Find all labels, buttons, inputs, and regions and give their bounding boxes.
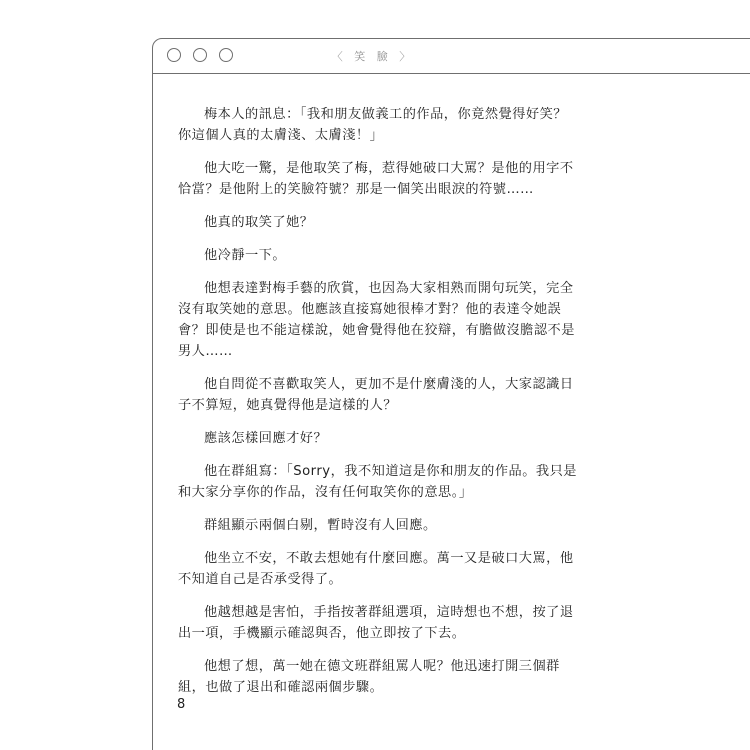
paragraph: 他想了想，萬一她在德文班群組罵人呢？他迅速打開三個群組，也做了退出和確認兩個步驟。	[178, 659, 560, 695]
page-number: 8	[177, 697, 186, 712]
paragraph: 他在群組寫：「Sorry，我不知道這是你和朋友的作品。我只是和大家分享你的作品，沒有任何取笑你的意思。」	[178, 464, 577, 500]
window-control-circle-icon	[167, 48, 181, 62]
paragraph: 他想表達對梅手藝的欣賞，也因為大家相熟而開句玩笑，完全沒有取笑她的意思。他應該直接寫她很棒才對？他的表達令她誤會？即使是也不能這樣說，她會覺得他在狡辯，有膽做沒膽認不是男人……	[178, 281, 575, 359]
paragraph: 群組顯示兩個白剔，暫時沒有人回應。	[204, 518, 437, 533]
paragraph: 他自問從不喜歡取笑人，更加不是什麼膚淺的人，大家認識日子不算短，她真覺得他是這樣的人？	[178, 377, 574, 413]
paragraph: 他越想越是害怕，手指按著群組選項，這時想也不想，按了退出一項，手機顯示確認與否，他立即按了下去。	[178, 605, 574, 641]
window-control-circle-icon	[193, 48, 207, 62]
paragraph: 應該怎樣回應才好？	[204, 431, 328, 446]
paragraph: 他大吃一驚，是他取笑了梅，惹得她破口大罵？是他的用字不恰當？是他附上的笑臉符號？那是一個笑出眼淚的符號……	[178, 161, 574, 197]
paragraph: 他真的取笑了她？	[204, 215, 314, 230]
paragraph: 梅本人的訊息：「我和朋友做義工的作品，你竟然覺得好笑？你這個人真的太膚淺、太膚淺！」	[178, 107, 567, 143]
chapter-title: 〈 笑 臉 〉	[331, 50, 415, 63]
window-titlebar	[153, 39, 750, 74]
window-control-circle-icon	[219, 48, 233, 62]
paragraph: 他坐立不安，不敢去想她有什麼回應。萬一又是破口大罵，他不知道自己是否承受得了。	[178, 551, 574, 587]
paragraph: 他冷靜一下。	[204, 248, 287, 263]
page-body	[178, 104, 578, 710]
